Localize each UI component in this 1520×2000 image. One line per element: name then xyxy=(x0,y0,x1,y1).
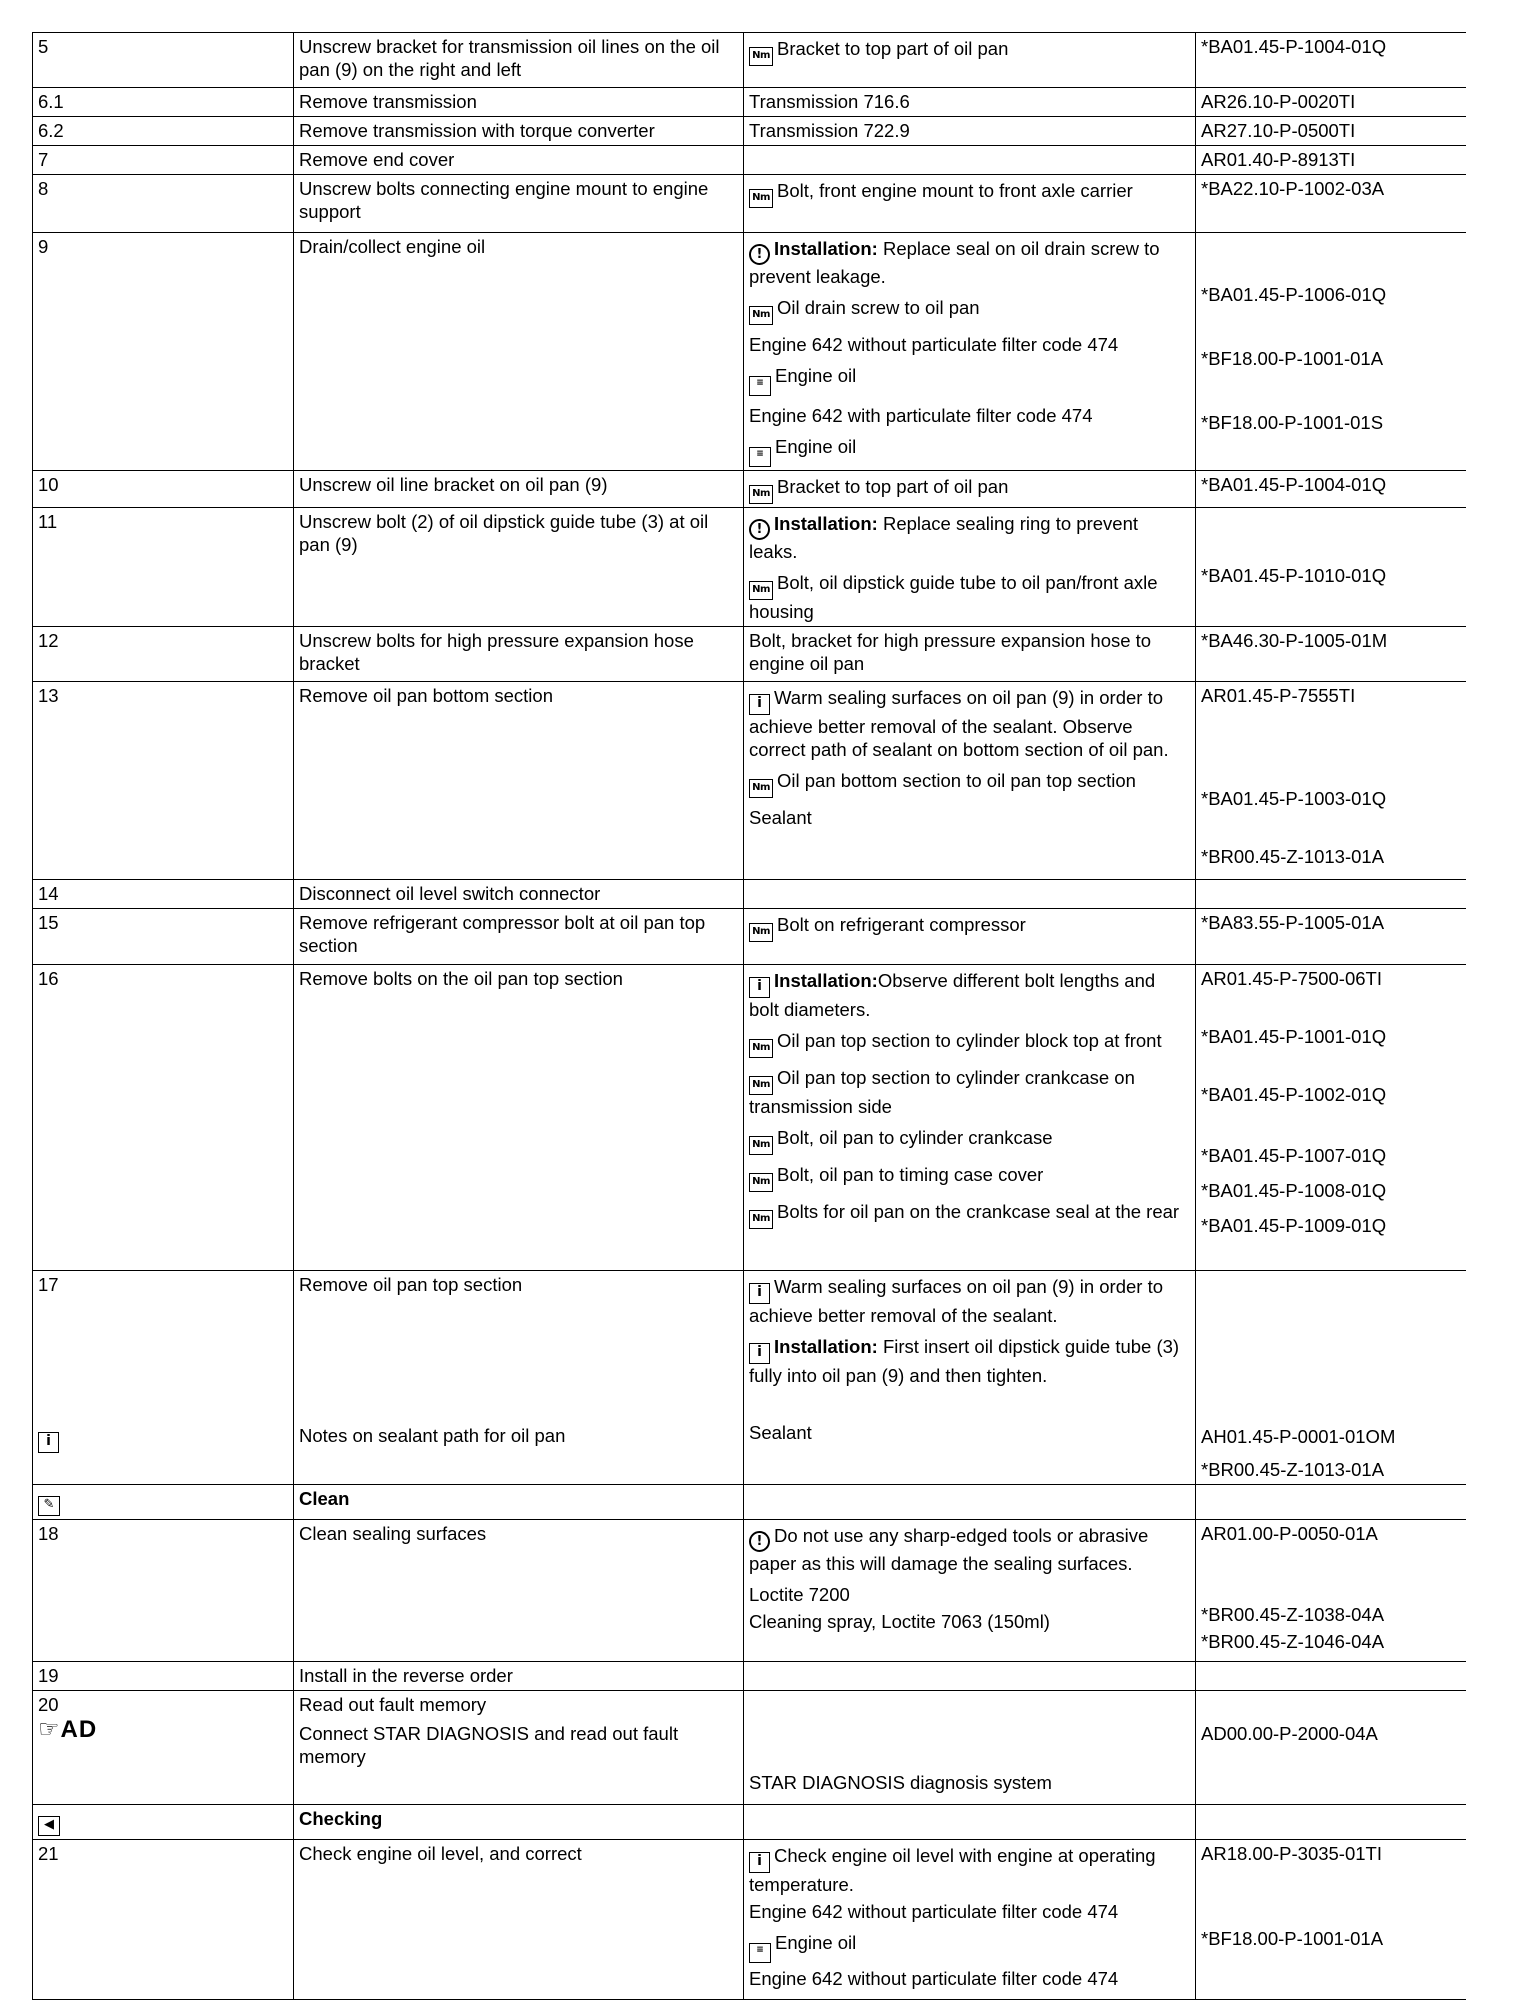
reference-link[interactable]: *BA01.45-P-1007-01Q xyxy=(1201,1145,1387,1166)
operation-text: Disconnect oil level switch connector xyxy=(294,880,744,909)
description-cell: Nm Bracket to top part of oil pan xyxy=(744,471,1196,508)
consumable-text: Sealant xyxy=(749,807,812,828)
table-row xyxy=(33,175,1467,233)
procedure-table xyxy=(32,32,1466,2000)
reference-link[interactable]: *BA01.45-P-1009-01Q xyxy=(1201,1215,1387,1236)
procedure-table-page xyxy=(32,32,1466,2000)
torque-nm-icon: Nm xyxy=(749,1136,773,1155)
reference-link[interactable]: *BR00.45-Z-1013-01A xyxy=(1201,1459,1385,1480)
info-icon: i xyxy=(749,977,770,998)
operation-text: Remove end cover xyxy=(294,146,744,175)
reference-link[interactable]: AD00.00-P-2000-04A xyxy=(1201,1723,1378,1744)
engine-variant-text: Engine 642 without particulate filter code 474 xyxy=(749,1901,1119,1922)
table-row xyxy=(33,1271,1467,1485)
step-number: 7 xyxy=(33,146,294,175)
reference-link[interactable]: *BA01.45-P-1006-01Q xyxy=(1201,284,1387,305)
table-row xyxy=(33,508,1467,627)
step-number: 6.1 xyxy=(33,88,294,117)
engine-variant-text: Engine 642 with particulate filter code 474 xyxy=(749,405,1093,426)
description-cell: i Installation:Observe different bolt lengths and bolt diameters. Nm Oil pan top section to cylinder block top at front Nm Oil pan top section to cylinder crankcase on transmission side Nm Bolt, oil pan to cylinder crankcase Nm Bolt, oil pan to timing case cover Nm Bolts for oil pan on the crankcase seal at the rear xyxy=(744,965,1196,1271)
reference-cell xyxy=(1196,682,1467,880)
oil-spec-icon: ≡ xyxy=(749,1943,771,1963)
reference-cell xyxy=(1196,233,1467,471)
table-row xyxy=(33,33,1467,88)
torque-nm-icon: Nm xyxy=(749,1210,773,1229)
operation-text: Unscrew oil line bracket on oil pan (9) xyxy=(294,471,744,508)
step-number: 5 xyxy=(33,33,294,88)
reference-link[interactable]: AR26.10-P-0020TI xyxy=(1196,88,1467,117)
step-number: 9 xyxy=(33,233,294,471)
step-number: 20 xyxy=(38,1694,59,1715)
torque-nm-icon: Nm xyxy=(749,485,773,504)
warning-circle-icon: ! xyxy=(749,519,770,540)
reference-cell xyxy=(1196,1520,1467,1662)
reference-link[interactable]: *BA01.45-P-1008-01Q xyxy=(1201,1180,1387,1201)
table-row xyxy=(33,146,1467,175)
torque-nm-icon: Nm xyxy=(749,1076,773,1095)
info-icon: i xyxy=(749,1852,770,1873)
description-cell: ! Installation: Replace sealing ring to prevent leaks. Nm Bolt, oil dipstick guide tube to oil pan/front axle housing xyxy=(744,508,1196,627)
reference-cell xyxy=(1196,965,1467,1271)
step-number: 17 xyxy=(38,1274,59,1295)
torque-nm-icon: Nm xyxy=(749,47,773,66)
oil-spec-icon: ≡ xyxy=(749,447,771,467)
diagnosis-ad-icon: ☞AD xyxy=(38,1716,98,1743)
engine-variant-text: Engine 642 without particulate filter code 474 xyxy=(749,1968,1119,1989)
reference-link[interactable]: *BR00.45-Z-1038-04A xyxy=(1201,1604,1385,1625)
operation-cell xyxy=(294,1271,744,1485)
description-cell: i Warm sealing surfaces on oil pan (9) in order to achieve better removal of the sealant. Observe correct path of sealant on bottom section of oil pan. Nm Oil pan bottom section to oil pan top section Sealant xyxy=(744,682,1196,880)
description-cell: ! Do not use any sharp-edged tools or abrasive paper as this will damage the sealing surfaces. Loctite 7200 Cleaning spray, Loctite 7063 (150ml) xyxy=(744,1520,1196,1662)
reference-link[interactable]: AH01.45-P-0001-01OM xyxy=(1201,1426,1396,1447)
operation-text: Drain/collect engine oil xyxy=(294,233,744,471)
reference-link[interactable]: *BF18.00-P-1001-01A xyxy=(1201,1928,1384,1949)
section-header-row xyxy=(33,1485,1467,1520)
step-number: 11 xyxy=(33,508,294,627)
description-cell: Nm Bolt on refrigerant compressor xyxy=(744,909,1196,965)
step-number: 21 xyxy=(33,1840,294,2000)
reference-link[interactable]: AR01.00-P-0050-01A xyxy=(1201,1523,1378,1544)
table-row xyxy=(33,1662,1467,1691)
step-number: 12 xyxy=(33,627,294,682)
reference-link[interactable]: *BA01.45-P-1002-01Q xyxy=(1201,1084,1387,1105)
description-cell xyxy=(744,1691,1196,1805)
reference-link[interactable]: *BA01.45-P-1004-01Q xyxy=(1196,33,1467,88)
step-number: 16 xyxy=(33,965,294,1271)
info-icon: i xyxy=(749,1343,770,1364)
torque-nm-icon: Nm xyxy=(749,1173,773,1192)
reference-link[interactable]: AR01.45-P-7555TI xyxy=(1201,685,1356,706)
reference-link[interactable]: AR27.10-P-0500TI xyxy=(1196,117,1467,146)
operation-text: Clean sealing surfaces xyxy=(294,1520,744,1662)
torque-nm-icon: Nm xyxy=(749,1039,773,1058)
reference-link[interactable]: *BA22.10-P-1002-03A xyxy=(1196,175,1467,233)
operation-text: Connect STAR DIAGNOSIS and read out fault memory xyxy=(299,1723,679,1767)
reference-cell xyxy=(1196,1840,1467,2000)
step-cell xyxy=(33,1485,294,1520)
operation-text: Remove refrigerant compressor bolt at oil pan top section xyxy=(294,909,744,965)
table-row xyxy=(33,471,1467,508)
operation-text: Remove transmission xyxy=(294,88,744,117)
description-text xyxy=(744,880,1196,909)
operation-cell xyxy=(294,1691,744,1805)
step-cell xyxy=(33,1691,294,1805)
table-row xyxy=(33,627,1467,682)
operation-text: Remove transmission with torque converter xyxy=(294,117,744,146)
torque-nm-icon: Nm xyxy=(749,189,773,208)
torque-nm-icon: Nm xyxy=(749,581,773,600)
description-cell: ! Installation: Replace seal on oil drain screw to prevent leakage. Nm Oil drain screw to oil pan Engine 642 without particulate filter code 474 ≡ Engine oil Engine 642 with particulate filter code 474 ≡ Engine oil xyxy=(744,233,1196,471)
table-row xyxy=(33,88,1467,117)
section-title: Checking xyxy=(294,1805,744,1840)
reference-link[interactable]: AR01.45-P-7500-06TI xyxy=(1201,968,1382,989)
operation-text: Remove oil pan bottom section xyxy=(294,682,744,880)
reference-link[interactable]: *BR00.45-Z-1046-04A xyxy=(1201,1631,1385,1652)
reference-cell xyxy=(1196,1271,1467,1485)
description-text: Bolt, bracket for high pressure expansion hose to engine oil pan xyxy=(744,627,1196,682)
warning-circle-icon: ! xyxy=(749,1531,770,1552)
step-number: 10 xyxy=(33,471,294,508)
reference-cell xyxy=(1196,508,1467,627)
table-row xyxy=(33,233,1467,471)
step-number: 13 xyxy=(33,682,294,880)
reference-link[interactable]: *BF18.00-P-1001-01S xyxy=(1201,412,1384,433)
torque-nm-icon: Nm xyxy=(749,306,773,325)
reference-link[interactable]: *BA83.55-P-1005-01A xyxy=(1196,909,1467,965)
operation-text: Unscrew bolt (2) of oil dipstick guide tube (3) at oil pan (9) xyxy=(294,508,744,627)
tool-text: STAR DIAGNOSIS diagnosis system xyxy=(749,1772,1052,1793)
operation-note-link[interactable]: Notes on sealant path for oil pan xyxy=(299,1425,566,1446)
info-icon: i xyxy=(38,1432,59,1453)
step-number: 18 xyxy=(33,1520,294,1662)
reference-link[interactable]: *BA46.30-P-1005-01M xyxy=(1196,627,1467,682)
step-number: 6.2 xyxy=(33,117,294,146)
clean-section-icon: ✎ xyxy=(38,1496,60,1516)
section-header-row xyxy=(33,1805,1467,1840)
step-number: 15 xyxy=(33,909,294,965)
step-number: 14 xyxy=(33,880,294,909)
step-cell xyxy=(33,1805,294,1840)
step-number: 19 xyxy=(33,1662,294,1691)
description-cell: i Check engine oil level with engine at operating temperature. Engine 642 without particulate filter code 474 ≡ Engine oil Engine 642 without particulate filter code 474 xyxy=(744,1840,1196,2000)
info-icon: i xyxy=(749,1283,770,1304)
description-cell: Nm Bracket to top part of oil pan xyxy=(744,33,1196,88)
consumable-text: Cleaning spray, Loctite 7063 (150ml) xyxy=(749,1611,1050,1632)
step-cell xyxy=(33,1271,294,1485)
table-row xyxy=(33,909,1467,965)
table-row xyxy=(33,880,1467,909)
table-row xyxy=(33,682,1467,880)
reference-link[interactable]: *BR00.45-Z-1013-01A xyxy=(1201,846,1385,867)
torque-nm-icon: Nm xyxy=(749,923,773,942)
section-title: Clean xyxy=(294,1485,744,1520)
reference-link[interactable]: AR01.40-P-8913TI xyxy=(1196,146,1467,175)
reference-link[interactable]: *BA01.45-P-1004-01Q xyxy=(1196,471,1467,508)
reference-link[interactable]: *BA01.45-P-1003-01Q xyxy=(1201,788,1387,809)
operation-text: Unscrew bracket for transmission oil lines on the oil pan (9) on the right and left xyxy=(294,33,744,88)
pointing-hand-icon: ☞ xyxy=(38,1716,61,1743)
table-row xyxy=(33,1691,1467,1805)
table-row xyxy=(33,1840,1467,2000)
engine-variant-text: Engine 642 without particulate filter code 474 xyxy=(749,334,1119,355)
table-row xyxy=(33,965,1467,1271)
operation-text: Unscrew bolts connecting engine mount to engine support xyxy=(294,175,744,233)
table-row xyxy=(33,1520,1467,1662)
consumable-text: Sealant xyxy=(749,1422,812,1443)
torque-nm-icon: Nm xyxy=(749,779,773,798)
reference-link[interactable]: *BA01.45-P-1001-01Q xyxy=(1201,1026,1387,1047)
description-cell: Nm Bolt, front engine mount to front axle carrier xyxy=(744,175,1196,233)
operation-text: Install in the reverse order xyxy=(294,1662,744,1691)
operation-text: Unscrew bolts for high pressure expansion hose bracket xyxy=(294,627,744,682)
reference-link[interactable]: *BF18.00-P-1001-01A xyxy=(1201,348,1384,369)
step-number: 8 xyxy=(33,175,294,233)
description-text xyxy=(744,146,1196,175)
reference-link[interactable]: AR18.00-P-3035-01TI xyxy=(1201,1843,1382,1864)
oil-spec-icon: ≡ xyxy=(749,376,771,396)
reference-link[interactable] xyxy=(1196,880,1467,909)
consumable-text: Loctite 7200 xyxy=(749,1584,850,1605)
reference-link[interactable]: *BA01.45-P-1010-01Q xyxy=(1201,565,1387,586)
checking-section-icon: ◀ xyxy=(38,1816,60,1836)
description-cell: i Warm sealing surfaces on oil pan (9) in order to achieve better removal of the sealant. i Installation: First insert oil dipstick guide tube (3) fully into oil pan (9) and then tighten. Sealant xyxy=(744,1271,1196,1485)
operation-text: Remove bolts on the oil pan top section xyxy=(294,965,744,1271)
operation-text: Check engine oil level, and correct xyxy=(294,1840,744,2000)
table-row xyxy=(33,117,1467,146)
operation-text: Remove oil pan top section xyxy=(299,1274,523,1295)
operation-text: Read out fault memory xyxy=(299,1694,487,1715)
info-icon: i xyxy=(749,694,770,715)
description-text: Transmission 716.6 xyxy=(744,88,1196,117)
reference-cell xyxy=(1196,1691,1467,1805)
warning-circle-icon: ! xyxy=(749,244,770,265)
description-text: Transmission 722.9 xyxy=(744,117,1196,146)
